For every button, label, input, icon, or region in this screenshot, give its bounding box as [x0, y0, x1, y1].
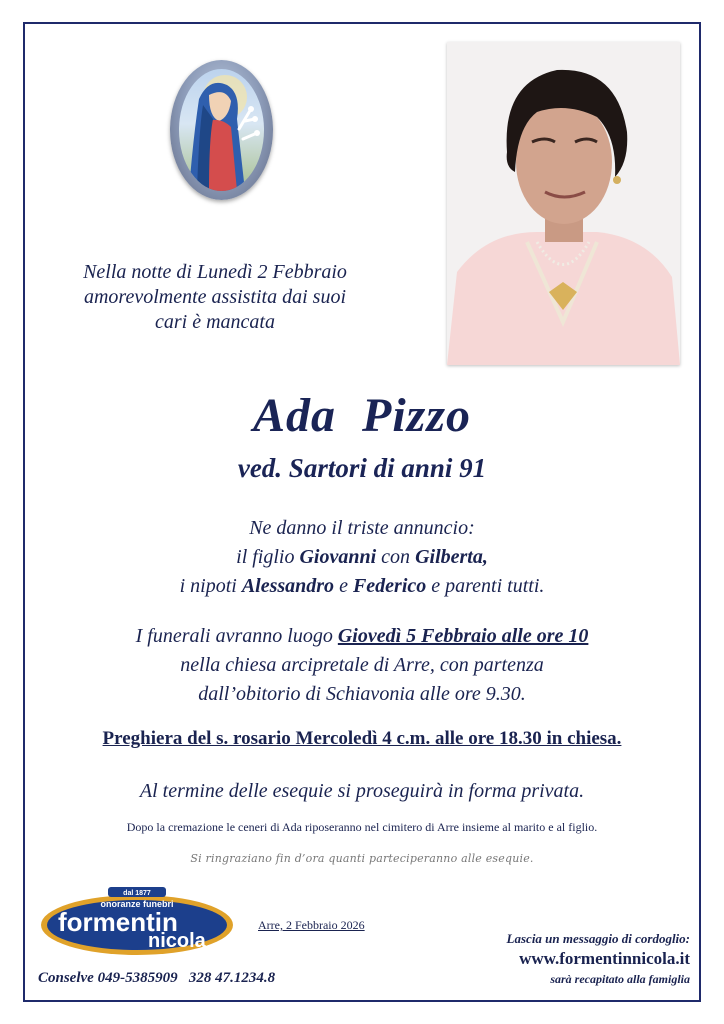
funeral-line-3: dall’obitorio di Schiavonia alle ore 9.30.: [198, 683, 526, 705]
intro-line-3: cari è mancata: [155, 311, 275, 333]
announcement-line-2: [0, 543, 724, 572]
text-fragment: il figlio: [236, 546, 300, 568]
announcement-line-3: [0, 572, 724, 601]
text-fragment: con: [376, 546, 416, 568]
son-name: Giovanni: [299, 546, 377, 568]
logo-sub: di Paolo: [198, 951, 220, 957]
announcement-block: [0, 514, 724, 601]
madonna-medallion-image: [170, 60, 273, 200]
funeral-line-2: nella chiesa arcipretale di Arre, con partenza: [180, 654, 544, 676]
text-fragment: i nipoti: [179, 575, 242, 597]
private-note: Al termine delle esequie si proseguirà in forma privata.: [139, 780, 585, 802]
condolence-block: [470, 929, 690, 989]
funeral-block: [0, 622, 724, 709]
condolence-note: sarà recapitato alla famiglia: [550, 972, 690, 986]
deceased-subtitle: ved. Sartori di anni 91: [237, 453, 487, 483]
logo-word-1: formentin: [58, 907, 178, 937]
deceased-photo: [447, 42, 680, 365]
intro-text: [50, 260, 380, 335]
condolence-website-link[interactable]: www.formentinnicola.it: [519, 949, 690, 968]
funeral-date: Giovedì 5 Febbraio alle ore 10: [337, 625, 589, 647]
text-fragment: e: [334, 575, 353, 597]
cremation-note: Dopo la cremazione le ceneri di Ada riposeranno nel cimitero di Arre insieme al marito e al figlio.: [126, 820, 598, 834]
deceased-name: Ada Pizzo: [252, 389, 472, 442]
intro-line-1: Nella notte di Lunedì 2 Febbraio: [83, 261, 347, 283]
announcement-line-1: Ne danno il triste annuncio:: [249, 517, 475, 539]
rosary-note: Preghiera del s. rosario Mercoledì 4 c.m. alle ore 18.30 in chiesa.: [102, 728, 622, 749]
date-place: Arre, 2 Febbraio 2026: [258, 918, 365, 932]
text-fragment: I funerali avranno luogo: [135, 625, 338, 647]
intro-line-2: amorevolmente assistita dai suoi: [83, 286, 347, 308]
logo-since: dal 1877: [123, 890, 151, 897]
logo-word-2: nicola: [148, 930, 206, 952]
logo-tagline: onoranze funebri: [100, 899, 174, 909]
text-fragment: e parenti tutti.: [426, 575, 545, 597]
funeral-line-1: [0, 622, 724, 651]
grandchild-name-1: Alessandro: [241, 575, 335, 597]
grandchild-name-2: Federico: [352, 575, 427, 597]
spouse-name: Gilberta,: [415, 546, 488, 568]
contact-phone: Conselve 049-5385909 328 47.1234.8: [38, 970, 276, 986]
thanks-note: Si ringraziano fin d’ora quanti parteciperanno alle esequie.: [190, 852, 534, 865]
condolence-prompt: Lascia un messaggio di cordoglio:: [506, 931, 690, 946]
funeral-home-logo: [38, 885, 236, 960]
